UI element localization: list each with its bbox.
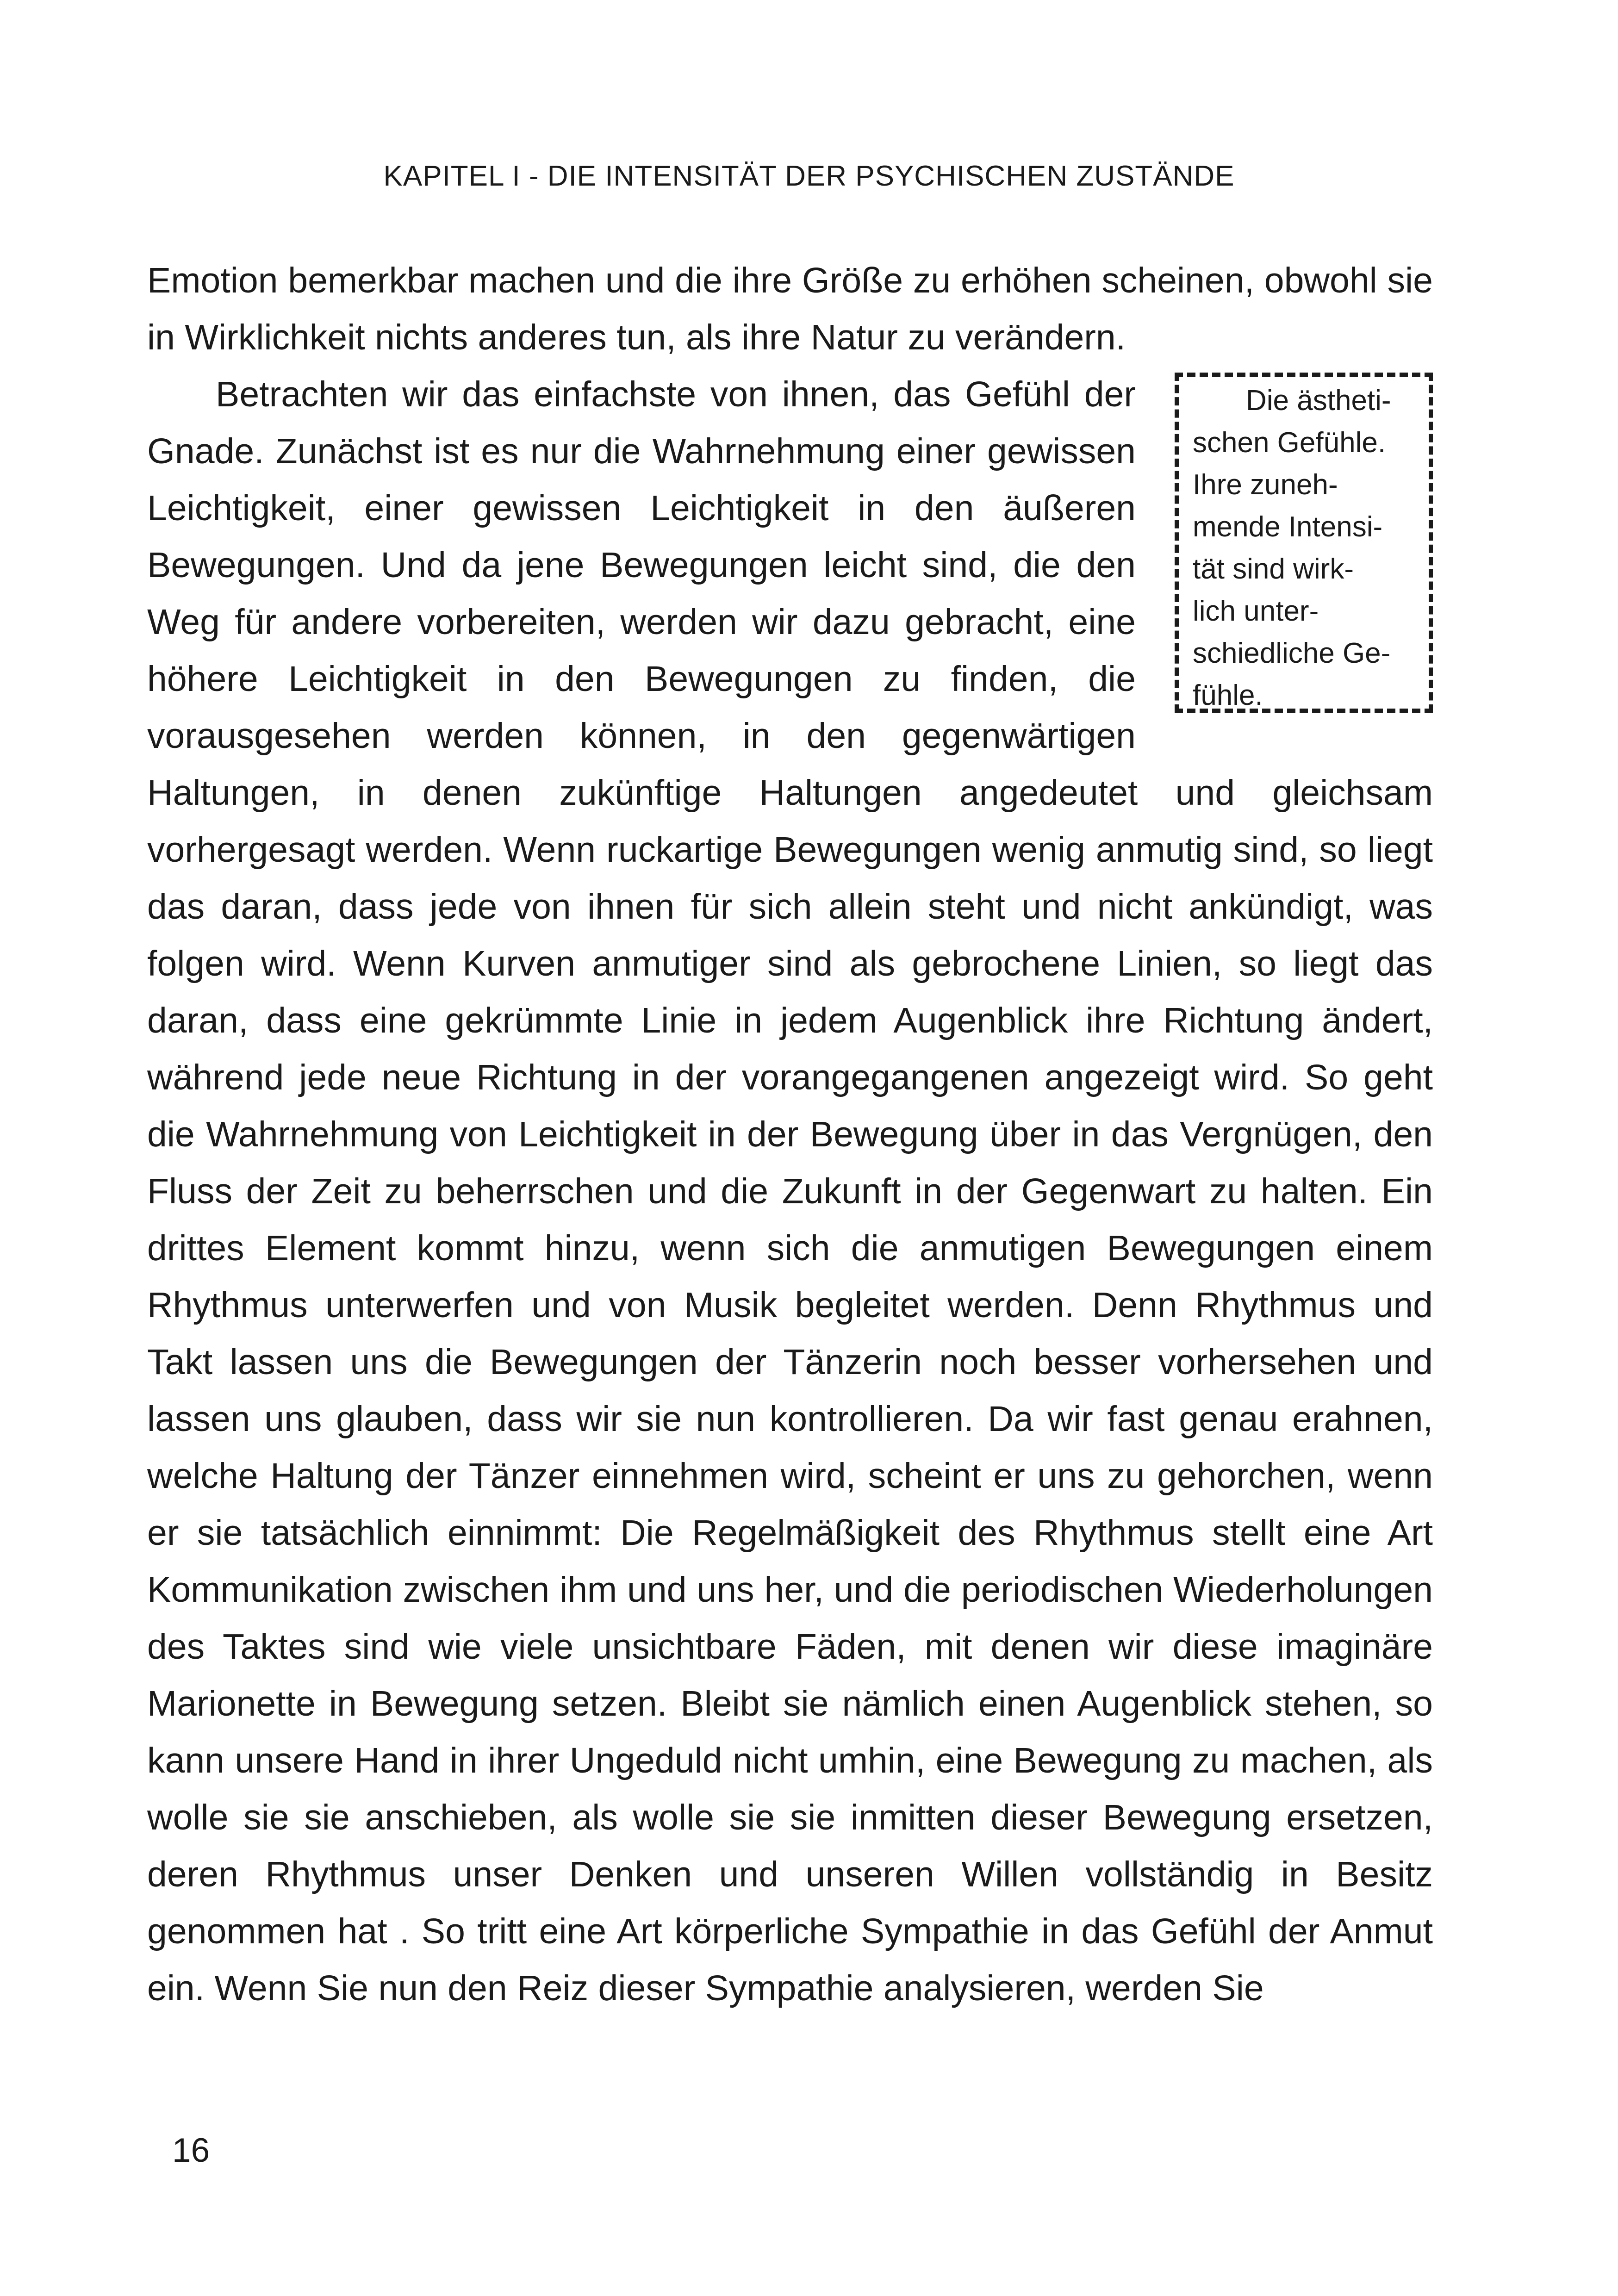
margin-note-line: lich unter- bbox=[1193, 595, 1319, 627]
paragraph-grace bbox=[147, 366, 1433, 2017]
margin-note-line: mende Intensi- bbox=[1193, 511, 1383, 543]
margin-note-line: Die ästheti- bbox=[1246, 385, 1391, 417]
margin-note-line: Ihre zuneh- bbox=[1193, 469, 1338, 501]
paragraph-grace-text: Betrachten wir das einfachste von ihnen, das Gefühl der Gnade. Zunächst ist es nur die Wahrnehmung einer gewissen Leichtigkeit, einer gewissen Leichtigkeit in den äußeren Bewegungen. Und da jene Bewegungen leicht sind, die den Weg für andere vorbereiten, werden wir dazu gebracht, eine höhere Leichtigkeit in den Bewegungen zu finden, die vorausgesehen werden können, in den gegenwärtigen Haltungen, in denen zukünftige Haltungen angedeutet und gleichsam vorhergesagt werden. Wenn ruckartige Bewegungen wenig anmutig sind, so liegt das daran, dass jede von ihnen für sich allein steht und nicht ankündigt, was folgen wird. Wenn Kurven anmutiger sind als gebrochene Linien, so liegt das daran, dass eine gekrümmte Linie in jedem Augenblick ihre Richtung ändert, während jede neue Richtung in der vorangegangenen angezeigt wird. So geht die Wahrnehmung von Leichtigkeit in der Bewegung über in das Vergnügen, den Fluss der Zeit zu beherrschen und die Zukunft in der Gegenwart zu halten. Ein drittes Element kommt hinzu, wenn sich die anmutigen Bewegungen einem Rhythmus unterwerfen und von Musik begleitet werden. Denn Rhythmus und Takt lassen uns die Bewegungen der Tänzerin noch besser vorhersehen und lassen uns glauben, dass wir sie nun kontrollieren. Da wir fast genau erahnen, welche Haltung der Tänzer einnehmen wird, scheint er uns zu gehorchen, wenn er sie tatsächlich einnimmt: Die Regelmäßigkeit des Rhythmus stellt eine Art Kommunikation zwischen ihm und uns her, und die periodischen Wiederholungen des Taktes sind wie viele unsichtbare Fäden, mit denen wir diese imaginäre Marionette in Bewegung setzen. Bleibt sie nämlich einen Augenblick stehen, so kann unsere Hand in ihrer Ungeduld nicht umhin, eine Bewegung zu machen, als wolle sie sie anschieben, als wolle sie sie inmitten dieser Bewegung ersetzen, deren Rhythmus unser Denken und unseren Willen vollständig in Besitz genommen hat . So tritt eine Art körperliche Sympathie in das Gefühl der Anmut ein. Wenn Sie nun den Reiz dieser Sympathie analysieren, werden Sie bbox=[147, 374, 1433, 2008]
body-text bbox=[147, 252, 1433, 2017]
margin-note-line: schiedliche Ge- bbox=[1193, 637, 1391, 669]
page-number: 16 bbox=[172, 2132, 210, 2169]
margin-note-line: schen Gefühle. bbox=[1193, 427, 1386, 459]
margin-note-box bbox=[1175, 373, 1433, 713]
margin-note-line: fühle. bbox=[1193, 679, 1263, 711]
margin-note-line: tät sind wirk- bbox=[1193, 553, 1354, 585]
running-header: KAPITEL I - DIE INTENSITÄT DER PSYCHISCHEN ZUSTÄNDE bbox=[383, 160, 1235, 192]
paragraph-continued: Emotion bemerkbar machen und die ihre Größe zu erhöhen scheinen, obwohl sie in Wirklichkeit nichts anderes tun, als ihre Natur zu verändern. bbox=[147, 261, 1433, 357]
